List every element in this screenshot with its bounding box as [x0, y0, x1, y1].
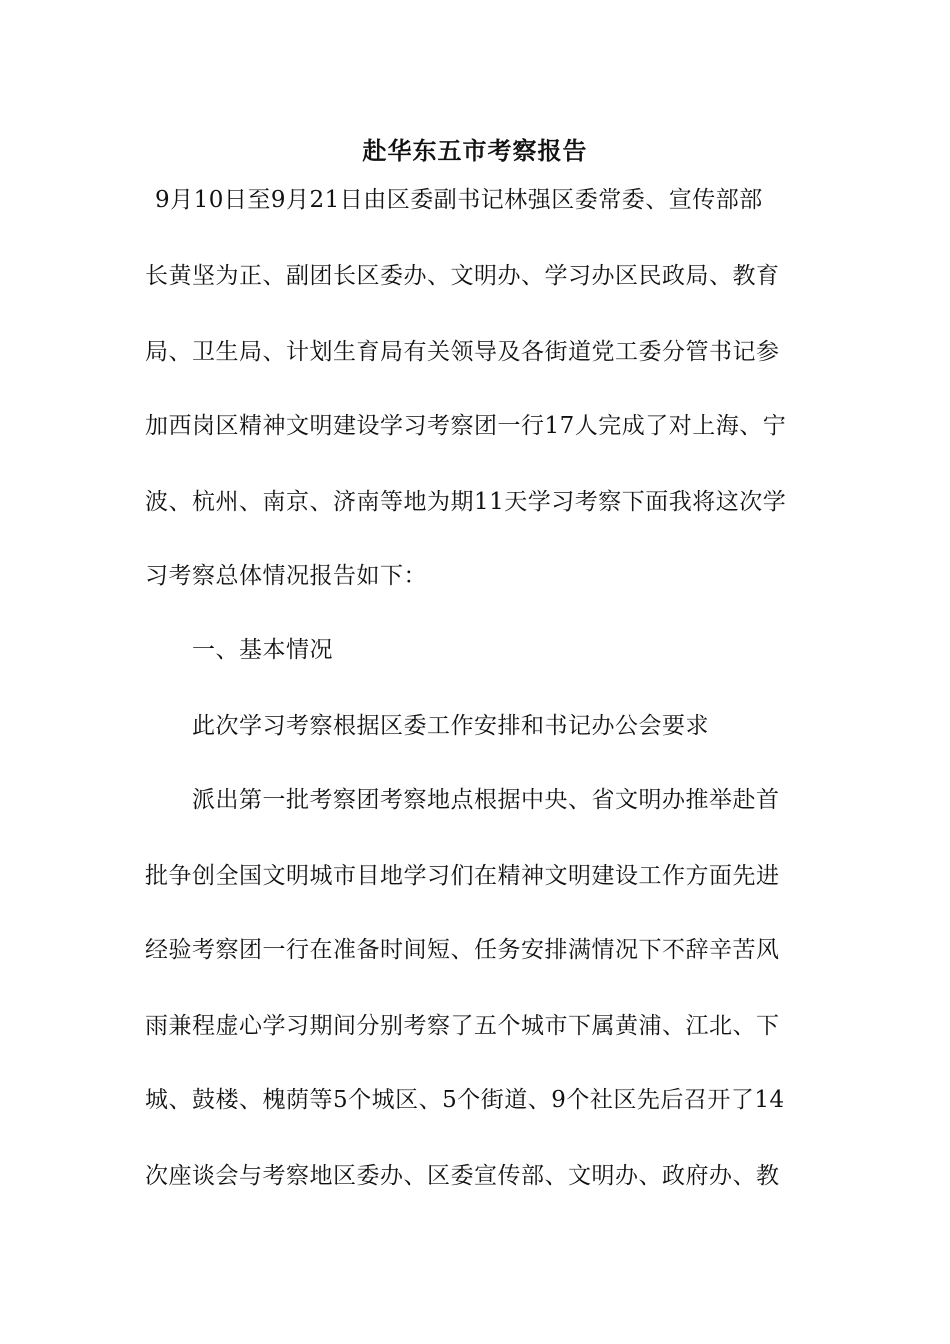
paragraph-line-5: 波、杭州、南京、济南等地为期11天学习考察下面我将这次学	[145, 489, 787, 515]
paragraph-line-10: 经验考察团一行在准备时间短、任务安排满情况下不辞辛苦风	[145, 937, 780, 963]
paragraph-line-2: 长黄坚为正、副团长区委办、文明办、学习办区民政局、教育	[145, 263, 780, 289]
paragraph-line-8: 派出第一批考察团考察地点根据中央、省文明办推举赴首	[192, 787, 780, 813]
document-title: 赴华东五市考察报告	[362, 136, 588, 165]
paragraph-line-11: 雨兼程虚心学习期间分别考察了五个城市下属黄浦、江北、下	[145, 1013, 780, 1039]
paragraph-line-6: 习考察总体情况报告如下：	[145, 563, 427, 589]
paragraph-line-4: 加西岗区精神文明建设学习考察团一行17人完成了对上海、宁	[145, 413, 787, 439]
paragraph-line-3: 局、卫生局、计划生育局有关领导及各街道党工委分管书记参	[145, 339, 780, 365]
paragraph-line-1: 9月10日至9月21日由区委副书记林强区委常委、宣传部部	[155, 187, 763, 213]
paragraph-line-12: 城、鼓楼、槐荫等5个城区、5个街道、9个社区先后召开了14	[145, 1087, 785, 1113]
section-heading: 一、基本情况	[192, 637, 333, 663]
paragraph-line-9: 批争创全国文明城市目地学习们在精神文明建设工作方面先进	[145, 863, 780, 889]
paragraph-line-13: 次座谈会与考察地区委办、区委宣传部、文明办、政府办、教	[145, 1163, 780, 1189]
paragraph-line-7: 此次学习考察根据区委工作安排和书记办公会要求	[192, 713, 709, 739]
